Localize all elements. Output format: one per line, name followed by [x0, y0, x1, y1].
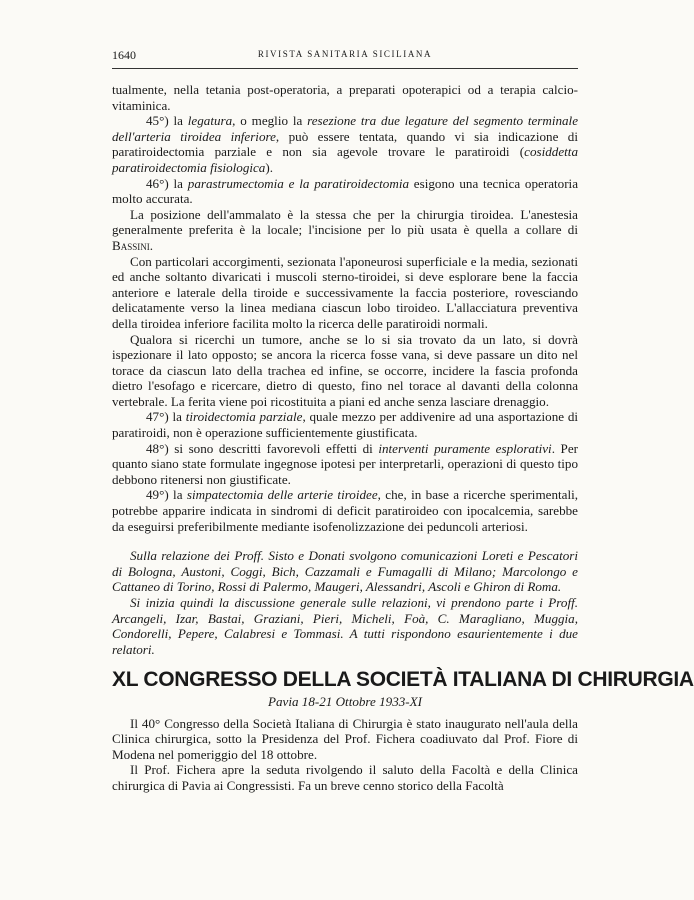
congress-heading: XL CONGRESSO DELLA SOCIETÀ ITALIANA DI CHIRURGIA [112, 668, 694, 692]
emphasis-tiroidectomia: tiroidectomia parziale [185, 409, 303, 425]
paragraph-fichera: Il Prof. Fichera apre la seduta rivolgendo il saluto della Facoltà e della Clinica chirurgica di Pavia ai Congressisti. Fa un breve cenno storico della Facoltà [112, 762, 578, 793]
article-body [112, 82, 694, 794]
note-discussione: Si inizia quindi la discussione generale sulle relazioni, vi prendono parte i Proff. Arcangeli, Izar, Bastai, Graziani, Pieri, Micheli, Foà, C. Maragliano, Muggia, Condorelli, Pepere, Calabresi e Tommasi. A tutti rispondono esaurientemente i due relatori. [112, 595, 578, 657]
journal-title: RIVISTA SANITARIA SICILIANA [257, 49, 433, 59]
congress-subheading: Pavia 18-21 Ottobre 1933-XI [267, 693, 423, 709]
author-bassini: Bassini [112, 237, 150, 253]
header-rule [112, 68, 578, 69]
emphasis-simpatectomia: simpatectomia delle arterie tiroidee [186, 487, 378, 503]
emphasis-resezione: resezione tra due legature del segmento terminale dell'arteria tiroidea inferiore [112, 113, 579, 144]
paragraph-continued: tualmente, nella tetania post-operatoria, a preparati opoterapici od a terapia calcio-vitaminica. [112, 82, 578, 113]
paragraph-tumore: Qualora si ricerchi un tumore, anche se lo si sia trovato da un lato, si dovrà ispezionare il lato opposto; se ancora la ricerca fosse vana, si deve passare un dito nel torace da ciascun lato della trachea ed infine, se occorre, incidere la fascia profonda dietro l'esofago e ricercare, dietro di questo, fino nel torace al davanti della colonna vertebrale. La ferita viene poi ricostituita a piani ed anche senza lasciare drenaggio. [112, 331, 578, 409]
note-comunicazioni: Sulla relazione dei Proff. Sisto e Donati svolgono comunicazioni Loreti e Pescatori di Bologna, Austoni, Coggi, Bich, Cazzamali e Fumagalli di Milano; Marcolongo e Cattaneo di Torino, Rossi di Palermo, Maugeri, Alessandri, Ascoli e Ghiron di Roma. [112, 548, 578, 595]
emphasis-parastrumectomia: parastrumectomia e la paratiroidectomia [187, 175, 409, 191]
emphasis-cosiddetta: cosiddetta paratiroidectomia fisiologica [112, 144, 578, 175]
paragraph-accorgimenti: Con particolari accorgimenti, sezionata l'aponeurosi superficiale e la media, sezionati ed anche soltanto divaricati i muscoli sterno-tiroidei, si deve esplorare bene la faccia anteriore e laterale della tiroide e successivamente la faccia posteriore, rovesciando delicatamente verso la linea mediana ciascun lobo tiroideo. L'allacciatura preventiva della tiroidea inferiore facilita molto la ricerca delle paratiroidi normali. [112, 253, 578, 331]
term-legatura: legatura [187, 113, 233, 129]
paragraph-46: 46°) la parastrumectomia e la paratiroidectomia esigono una tecnica operatoria molto accurata. [112, 175, 579, 207]
paragraph-49: 49°) la simpatectomia delle arterie tiroidee, che, in base a ricerche sperimentali, potrebbe apparire indicata in sindromi di deficit paratiroideo con ipocalcemia, sarebbe da eseguirsi preferibilmente mediante isofenolizzazione dei peduncoli arteriosi. [112, 487, 578, 534]
paragraph-48: 48°) si sono descritti favorevoli effetti di interventi puramente esplorativi. Per quanto siano state formulate ingegnose ipotesi per interpretarli, operazioni di questo tipo debbono ritenersi non giustificate. [112, 440, 578, 487]
page-number: 1640 [112, 48, 136, 62]
emphasis-esplorativi: interventi puramente esplorativi [378, 440, 552, 456]
paragraph-posizione: La posizione dell'ammalato è la stessa che per la chirurgia tiroidea. L'anestesia generalmente preferita è la locale; l'incisione per lo più usata è quella a collare di Bassini. [112, 206, 578, 253]
paragraph-47: 47°) la tiroidectomia parziale, quale mezzo per addivenire ad una asportazione di paratiroidi, non è operazione sufficientemente giustificata. [112, 409, 579, 441]
running-header [112, 48, 578, 64]
paragraph-45: 45°) la legatura, o meglio la resezione tra due legature del segmento terminale dell'arteria tiroidea inferiore, può essere tentata, quando vi sia indicazione di paratiroidectomia parziale e non sia agevole trovare le paratiroidi (cosiddetta paratiroidectomia fisiologica). [112, 113, 579, 175]
paragraph-congresso: Il 40° Congresso della Società Italiana di Chirurgia è stato inaugurato nell'aula della Clinica chirurgica, sotto la Presidenza del Prof. Fichera coadiuvato dal Prof. Fiore di Modena nel pomeriggio del 18 ottobre. [112, 715, 578, 762]
